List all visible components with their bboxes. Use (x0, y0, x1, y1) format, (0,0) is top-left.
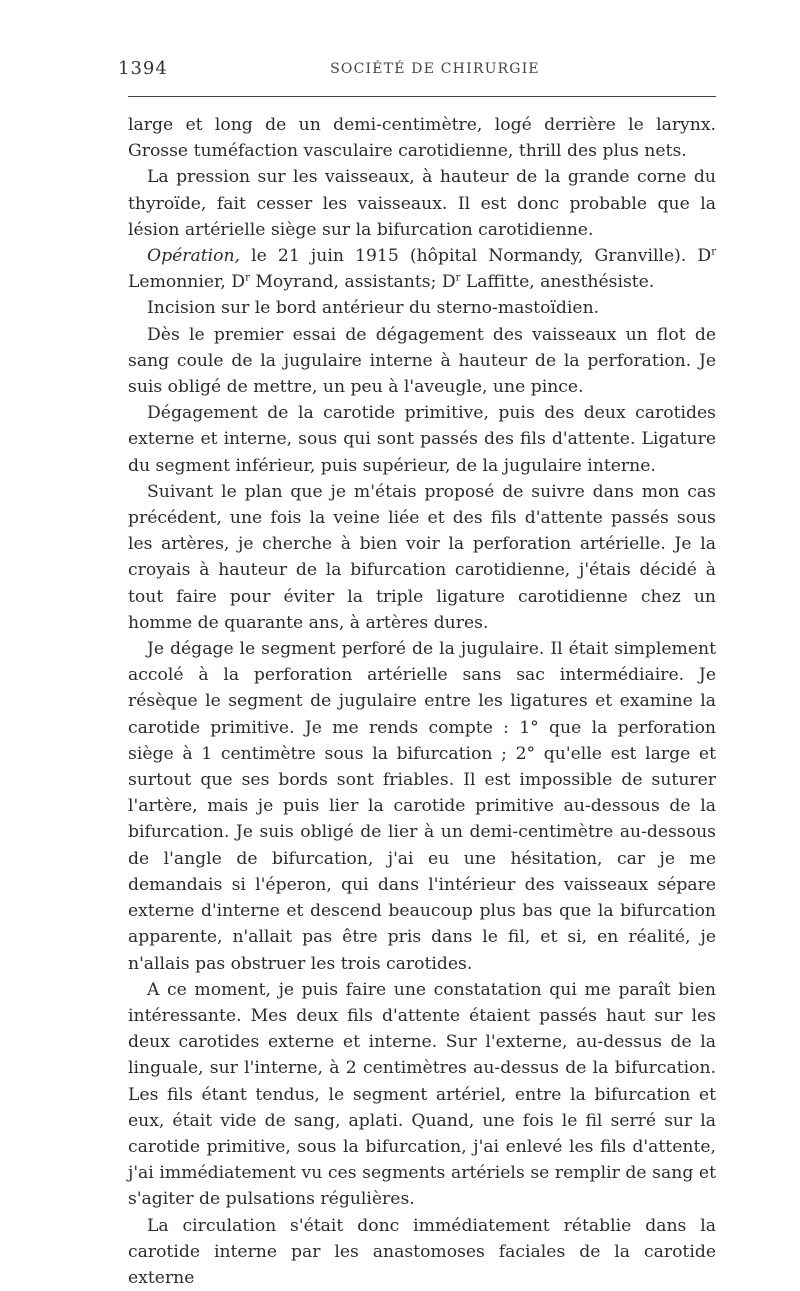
body-text (128, 112, 716, 1291)
italic-lead: Opération, (147, 246, 241, 267)
header-rule (128, 96, 716, 97)
staff-lemonnier: Lemonnier, D (128, 272, 246, 293)
staff-laffitte: Laffitte, anesthésiste. (465, 272, 655, 293)
superscript: r (245, 272, 250, 284)
paragraph-operation (128, 243, 716, 295)
running-title: SOCIÉTÉ DE CHIRURGIE (330, 61, 540, 77)
superscript: r (455, 272, 461, 284)
superscript: r (711, 246, 716, 258)
page-number: 1394 (118, 58, 168, 79)
paragraph: large et long de un demi-centimètre, logé derrière le larynx. Grosse tuméfaction vasculaire carotidienne, thrill des plus nets. (128, 115, 716, 162)
paragraph: Dégagement de la carotide primitive, puis des deux carotides externe et interne, sous qui sont passés des fils d'attente. Ligature du segment inférieur, puis supérieur, de la jugulaire interne. (128, 403, 716, 476)
operation-date: le 21 juin 1915 (hôpital Normandy, Granville). D (240, 246, 712, 267)
staff-moyrand: Moyrand, assistants; D (255, 272, 456, 293)
paragraph: Incision sur le bord antérieur du sterno-mastoïdien. (147, 298, 600, 319)
paragraph: A ce moment, je puis faire une constatation qui me paraît bien intéressante. Mes deux fils d'attente étaient passés haut sur les deux carotides externe et interne. Sur l'externe, au-dessus de la linguale, sur l'interne, à 2 centimètres au-dessus de la bifurcation. Les fils étant tendus, le segment artériel, entre la bifurcation et eux, était vide de sang, aplati. Quand, une fois le fil serré sur la carotide primitive, sous la bifurcation, j'ai enlevé les fils d'attente, j'ai immédiatement vu ces segments artériels se remplir de sang et s'agiter de pulsations régulières. (128, 979, 716, 1210)
paragraph: La circulation s'était donc immédiatement rétablie dans la carotide interne par les anastomoses faciales de la carotide externe (128, 1215, 716, 1288)
paragraph: Je dégage le segment perforé de la jugulaire. Il était simplement accolé à la perforation artérielle sans sac intermédiaire. Je résèque le segment de jugulaire entre les ligatures et examine la carotide primitive. Je me rends compte : 1° que la perforation siège à 1 centimètre sous la bifurcation ; 2° qu'elle est large et surtout que ses bords sont friables. Il est impossible de suturer l'artère, mais je puis lier la carotide primitive au-dessous de la bifurcation. Je suis obligé de lier à un demi-centimètre au-dessous de l'angle de bifurcation, j'ai eu une hésitation, car je me demandais si l'éperon, qui dans l'intérieur des vaisseaux sépare externe d'interne et descend beaucoup plus bas que la bifurcation apparente, n'allait pas être pris dans le fil, et si, en réalité, je n'allais pas obstruer les trois carotides. (128, 639, 716, 974)
paragraph: La pression sur les vaisseaux, à hauteur de la grande corne du thyroïde, fait cesser les vaisseaux. Il est donc probable que la lésion artérielle siège sur la bifurcation carotidienne. (128, 167, 716, 240)
page-header (0, 58, 800, 82)
paragraph: Suivant le plan que je m'étais proposé de suivre dans mon cas précédent, une fois la veine liée et des fils d'attente passés sous les artères, je cherche à bien voir la perforation artérielle. Je la croyais à hauteur de la bifurcation carotidienne, j'étais décidé à tout faire pour éviter la triple ligature carotidienne chez un homme de quarante ans, à artères dures. (128, 481, 716, 633)
paragraph: Dès le premier essai de dégagement des vaisseaux un flot de sang coule de la jugulaire interne à hauteur de la perforation. Je suis obligé de mettre, un peu à l'aveugle, une pince. (128, 324, 716, 398)
